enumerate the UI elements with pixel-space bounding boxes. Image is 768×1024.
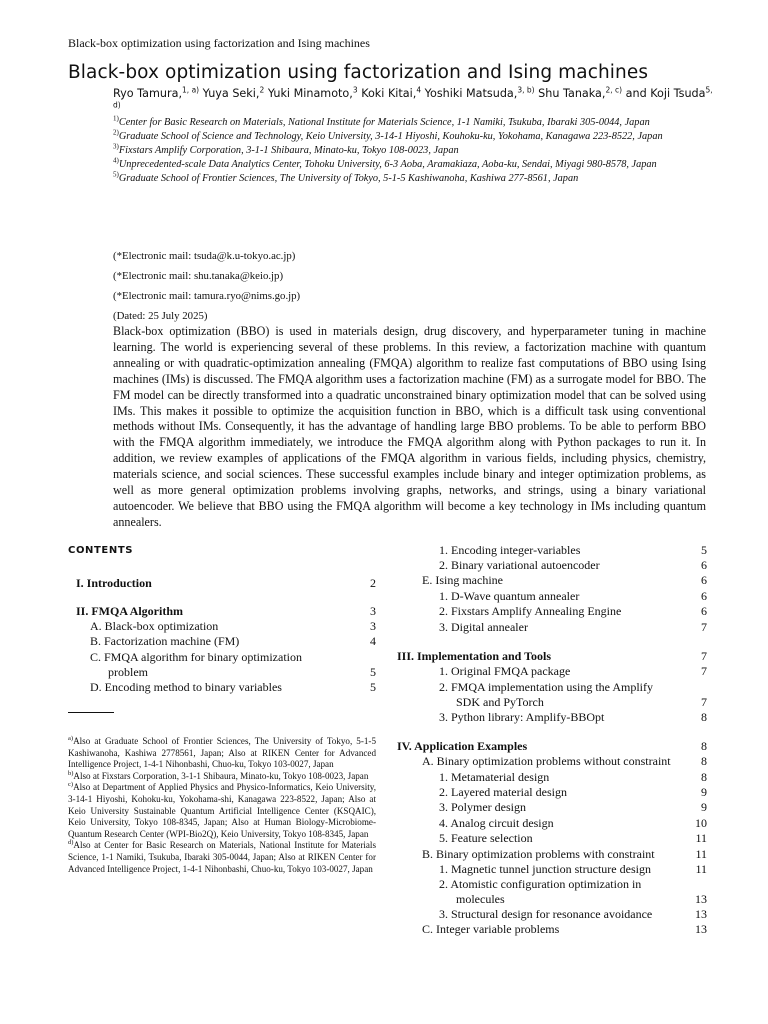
- toc-entry-label: problem: [108, 665, 148, 679]
- toc-entry-page: 10: [695, 816, 707, 830]
- toc-entry-page: 9: [701, 785, 707, 799]
- toc-entry-label: B. Binary optimization problems with constraint: [422, 847, 655, 861]
- toc-entry-label: molecules: [456, 892, 505, 906]
- toc-entry-page: 11: [695, 831, 707, 845]
- toc-entry-page: 8: [701, 770, 707, 784]
- toc-entry-page: 4: [370, 634, 376, 648]
- toc-entry-page: 7: [701, 649, 707, 663]
- toc-entry-label: D. Encoding method to binary variables: [90, 680, 282, 694]
- toc-entry-label: 1. Encoding integer-variables: [439, 543, 581, 557]
- toc-entry-label: 1. Original FMQA package: [439, 664, 571, 678]
- toc-entry-page: 7: [701, 620, 707, 634]
- affiliation: $^{4)}$Unprecedented-scale Data Analytics Center, Tohoku University, 6-3 Aoba, Aramakiaza, Aoba-ku, Sendai, Miyagi 980-8578, Japan: [113, 156, 657, 171]
- toc-entry-page: 5: [370, 680, 376, 694]
- toc-entry-label: C. FMQA algorithm for binary optimization: [90, 650, 302, 664]
- author: Koki Kitai,$^4$: [361, 85, 422, 100]
- toc-entry-page: 8: [701, 739, 707, 753]
- footnote: $^{b)}$Also at Fixstars Corporation, 3-1-1 Shibaura, Minato-ku, Tokyo 108-0023, Japan: [68, 769, 369, 781]
- toc-entry-label: 1. D-Wave quantum annealer: [439, 589, 580, 603]
- footnotes: [68, 736, 376, 875]
- toc-entry-label: 4. Analog circuit design: [439, 816, 554, 830]
- toc-entry-label: 2. Atomistic configuration optimization in: [439, 877, 642, 891]
- toc-entry-label: SDK and PyTorch: [456, 695, 544, 709]
- toc-entry-label: 1. Metamaterial design: [439, 770, 550, 784]
- toc-entry-page: 6: [701, 573, 707, 587]
- running-head: Black-box optimization using factorization and Ising machines: [68, 36, 370, 50]
- dated-line: (Dated: 25 July 2025): [113, 310, 208, 322]
- toc-entry-page: 9: [701, 800, 707, 814]
- toc-entry-page: 3: [370, 604, 376, 618]
- footnote: $^{a)}$Also at Graduate School of Frontier Sciences, The University of Tokyo, 5-1-5 Kashiwanoha, Kashiwa 2778561, Japan; Also at RIKEN Center for Advanced Intelligence Project, 1-4-1 Nihonbashi, Chuo-ku, Tokyo 103-0027, Japan: [68, 734, 376, 770]
- email-line: (*Electronic mail: tsuda@k.u-tokyo.ac.jp): [113, 250, 296, 262]
- toc-entry-page: 11: [695, 847, 707, 861]
- affiliation-list: [113, 116, 713, 186]
- toc-entry-label: A. Binary optimization problems without constraint: [422, 754, 671, 768]
- toc-entry-page: 13: [695, 892, 707, 906]
- affiliation: $^{5)}$Graduate School of Frontier Sciences, The University of Tokyo, 5-1-5 Kashiwanoha, Kashiwa 277-8561, Japan: [113, 170, 579, 185]
- toc-entry-page: 6: [701, 604, 707, 618]
- toc-entry-page: 7: [701, 664, 707, 678]
- toc-entry-page: 13: [695, 922, 707, 936]
- toc-entry-page: 11: [695, 862, 707, 876]
- toc-entry-page: 5: [370, 665, 376, 679]
- toc-entry-label: 5. Feature selection: [439, 831, 533, 845]
- toc-entry-label: I. Introduction: [76, 576, 152, 590]
- toc-entry-label: 3. Python library: Amplify-BBOpt: [439, 710, 605, 724]
- email-line: (*Electronic mail: tamura.ryo@nims.go.jp): [113, 290, 301, 302]
- toc-entry-page: 5: [701, 543, 707, 557]
- affiliation: $^{2)}$Graduate School of Science and Technology, Keio University, 3-14-1 Hiyoshi, Kouhoku-ku, Yokohama, Kanagawa 223-8522, Japan: [113, 128, 663, 143]
- author: Ryo Tamura,$^{1, a)}$: [113, 85, 200, 100]
- toc-entry-page: 8: [701, 710, 707, 724]
- toc-entry-label: C. Integer variable problems: [422, 922, 560, 936]
- toc-entry-label: III. Implementation and Tools: [397, 649, 552, 663]
- toc-entry-label: 1. Magnetic tunnel junction structure design: [439, 862, 651, 876]
- toc-entry-label: E. Ising machine: [422, 573, 503, 587]
- author: Yuki Minamoto,$^3$: [267, 85, 358, 100]
- toc-entry-label: 3. Polymer design: [439, 800, 526, 814]
- footnote: $^{c)}$Also at Department of Applied Physics and Physico-Informatics, Keio University, 3-14-1 Hiyoshi, Kohoku-ku, Yokohama-shi, Kanagawa 223-8522, Japan; Also at Keio University Sustainable Quantum Artificial Intelligence Center (KSQAIC), Keio University, Tokyo 108-8345, Japan; Also at Human Biology-Microbiome-Quantum Research Center (WPI-Bio2Q), Keio University, Tokyo 108-8345, Japan: [68, 781, 376, 839]
- toc-entry-page: 3: [370, 619, 376, 633]
- toc-entry-label: 3. Structural design for resonance avoidance: [439, 907, 653, 921]
- footnote-rule: [68, 712, 114, 713]
- contact-emails: [113, 246, 300, 326]
- abstract: Black-box optimization (BBO) is used in materials design, drug discovery, and hyperparameter tuning in machine learning. The world is experiencing several of these problems. In this review, a factorization machine with quantum annealing or with quadratic-optimization annealing (FMQA) algorithm to realize fast computations of BBO using Ising machines (IMs) is discussed. The FMQA algorithm uses a factorization machine (FM) as a surrogate model for BBO. The FM model can be directly transformed into a quadratic unconstrained binary optimization model that can be solved using IMs. This makes it possible to optimize the acquisition function in BBO, which is a difficult task using conventional methods without IMs. Consequently, it has the advantage of handling large BBO problems. To be able to perform BBO with the FMQA algorithm immediately, we introduce the FMQA algorithm along with Python packages to run it. In addition, we review examples of applications of the FMQA algorithm in various fields, including physics, chemistry, materials science, and social sciences. These successful examples include binary and integer optimization problems, as well as more general optimization problems involving graphs, networks, and strings, using a binary variational autoencoder. We believe that BBO using the FMQA algorithm will become a key technology in IMs including quantum annealers.: [113, 324, 706, 529]
- toc-entry-page: 2: [370, 576, 376, 590]
- author: and Koji Tsuda$^{5, d)}$: [113, 85, 713, 110]
- toc-entry-label: 3. Digital annealer: [439, 620, 528, 634]
- toc-entry-page: 8: [701, 754, 707, 768]
- contents-heading: CONTENTS: [68, 545, 134, 556]
- toc-entry-label: A. Black-box optimization: [90, 619, 219, 633]
- author: Shu Tanaka,$^{2, c)}$: [538, 85, 623, 100]
- toc-entry-label: 2. Binary variational autoencoder: [439, 558, 600, 572]
- toc-entry-label: 2. Layered material design: [439, 785, 567, 799]
- toc-entry-page: 6: [701, 558, 707, 572]
- toc-entry-label: B. Factorization machine (FM): [90, 634, 240, 648]
- author: Yoshiki Matsuda,$^{3, b)}$: [424, 85, 535, 100]
- toc-entry-page: 6: [701, 589, 707, 603]
- author: Yuya Seki,$^2$: [202, 85, 265, 100]
- toc-entry-page: 7: [701, 695, 707, 709]
- toc-entry-label: II. FMQA Algorithm: [76, 604, 183, 618]
- affiliation: $^{1)}$Center for Basic Research on Materials, National Institute for Materials Science, 1-1 Namiki, Tsukuba, Ibaraki 305-0044, Japan: [113, 114, 650, 128]
- email-line: (*Electronic mail: shu.tanaka@keio.jp): [113, 270, 284, 282]
- toc-left-column: [68, 576, 376, 696]
- toc-right-column: [397, 543, 707, 943]
- paper-title: Black-box optimization using factorization and Ising machines: [68, 62, 649, 83]
- toc-entry-label: 2. Fixstars Amplify Annealing Engine: [439, 604, 622, 618]
- affiliation: $^{3)}$Fixstars Amplify Corporation, 3-1-1 Shibaura, Minato-ku, Tokyo 108-0023, Japan: [113, 142, 459, 157]
- toc-entry-label: IV. Application Examples: [397, 739, 528, 753]
- author-list: [113, 86, 713, 116]
- toc-entry-label: 2. FMQA implementation using the Amplify: [439, 680, 653, 694]
- footnote: $^{d)}$Also at Center for Basic Research on Materials, National Institute for Materials Science, 1-1 Namiki, Tsukuba, Ibaraki 305-0044, Japan; Also at RIKEN Center for Advanced Intelligence Project, 1-4-1 Nihonbashi, Chuo-ku, Tokyo 103-0027, Japan: [68, 839, 376, 874]
- toc-entry-page: 13: [695, 907, 707, 921]
